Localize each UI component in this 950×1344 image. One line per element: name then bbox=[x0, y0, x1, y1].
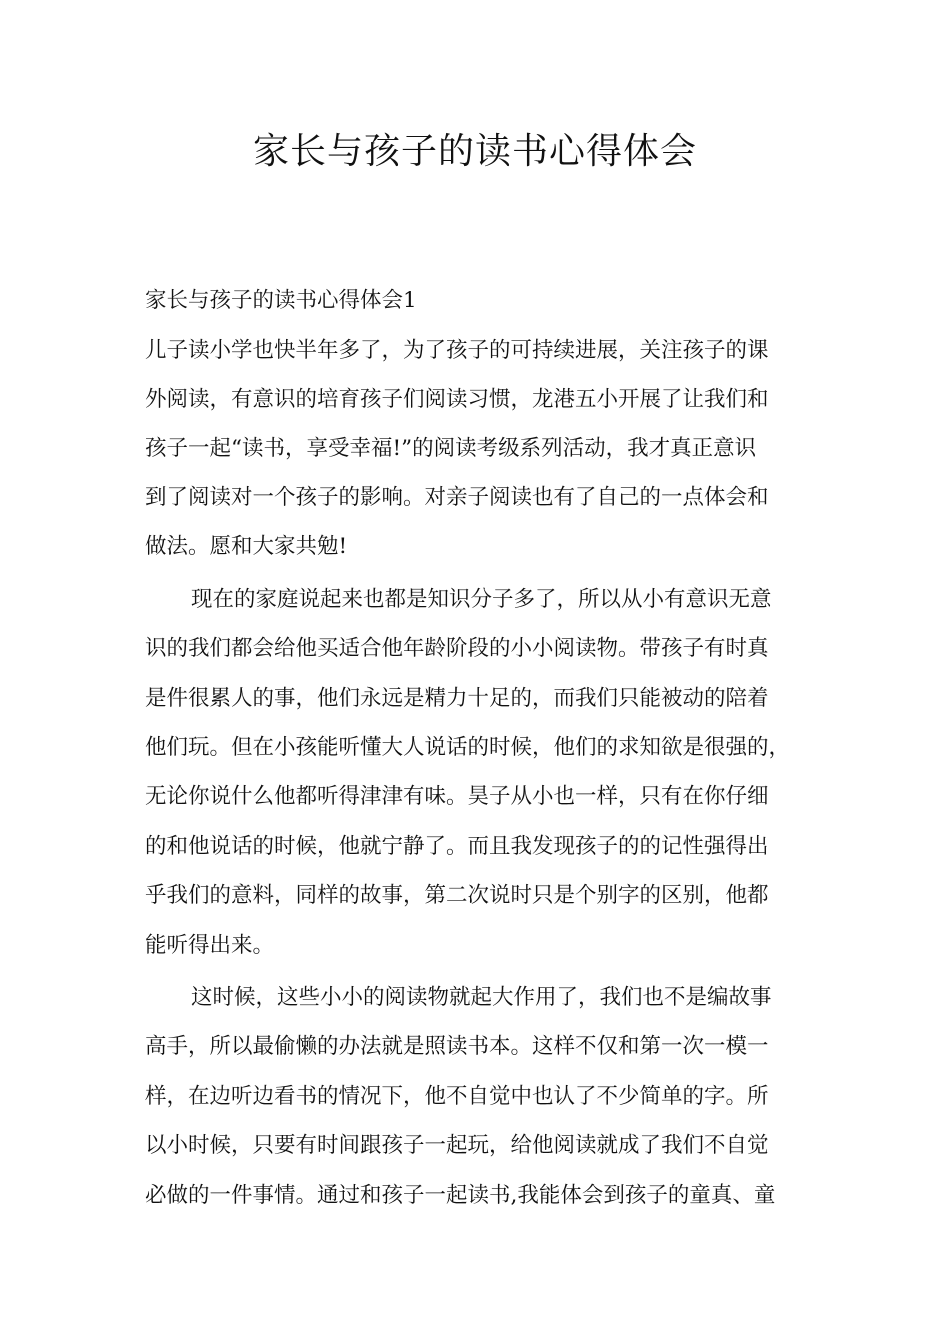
paragraph-3-line-3: 样，在边听边看书的情况下，他不自觉中也认了不少简单的字。所 bbox=[145, 1084, 769, 1109]
paragraph-1-line-5: 做法。愿和大家共勉! bbox=[145, 534, 348, 559]
paragraph-1-line-4: 到了阅读对一个孩子的影响。对亲子阅读也有了自己的一点体会和 bbox=[145, 485, 769, 510]
paragraph-3-line-4: 以小时候，只要有时间跟孩子一起玩，给他阅读就成了我们不自觉 bbox=[145, 1133, 769, 1158]
paragraph-3-line-1: 这时候，这些小小的阅读物就起大作用了，我们也不是编故事 bbox=[191, 985, 772, 1010]
paragraph-1-line-3: 孩子一起“读书，享受幸福!”的阅读考级系列活动，我才真正意识 bbox=[145, 436, 757, 461]
paragraph-3-line-5: 必做的一件事情。通过和孩子一起读书,我能体会到孩子的童真、童 bbox=[145, 1183, 776, 1208]
paragraph-1-line-2: 外阅读，有意识的培育孩子们阅读习惯，龙港五小开展了让我们和 bbox=[145, 387, 769, 412]
paragraph-2-line-1: 现在的家庭说起来也都是知识分子多了，所以从小有意识无意 bbox=[191, 587, 772, 612]
section-heading: 家长与孩子的读书心得体会1 bbox=[145, 288, 417, 313]
paragraph-2-line-4: 他们玩。但在小孩能听懂大人说话的时候，他们的求知欲是很强的， bbox=[145, 735, 791, 760]
paragraph-1-line-1: 儿子读小学也快半年多了，为了孩子的可持续进展，关注孩子的课 bbox=[145, 338, 769, 363]
paragraph-2-line-8: 能听得出来。 bbox=[145, 933, 275, 958]
paragraph-2-line-2: 识的我们都会给他买适合他年龄阶段的小小阅读物。带孩子有时真 bbox=[145, 636, 769, 661]
paragraph-2-line-3: 是件很累人的事，他们永远是精力十足的，而我们只能被动的陪着 bbox=[145, 686, 769, 711]
paragraph-2-line-5: 无论你说什么他都听得津津有味。昊子从小也一样，只有在你仔细 bbox=[145, 784, 769, 809]
document-title: 家长与孩子的读书心得体会 bbox=[252, 131, 697, 172]
paragraph-2-line-7: 乎我们的意料，同样的故事，第二次说时只是个别字的区别，他都 bbox=[145, 883, 769, 908]
paragraph-2-line-6: 的和他说话的时候，他就宁静了。而且我发现孩子的的记性强得出 bbox=[145, 834, 769, 859]
paragraph-3-line-2: 高手，所以最偷懒的办法就是照读书本。这样不仅和第一次一模一 bbox=[145, 1034, 769, 1059]
